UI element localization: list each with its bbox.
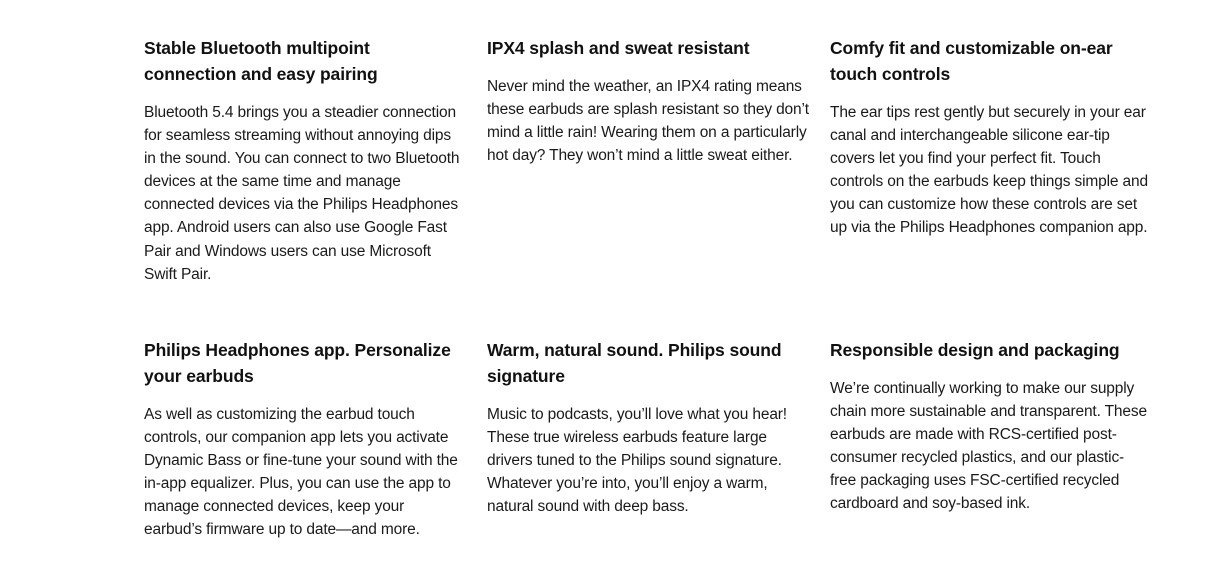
feature-title: Warm, natural sound. Philips sound signature <box>487 340 782 386</box>
feature-description: Music to podcasts, you’ll love what you hear! These true wireless earbuds feature large drivers tuned to the Philips sound signature. Whatever you’re into, you’ll enjoy a warm, natural sound with deep bass. <box>487 406 787 516</box>
feature-title: Stable Bluetooth multipoint connection and easy pairing <box>144 38 378 84</box>
feature-description: Never mind the weather, an IPX4 rating means these earbuds are splash resistant so they don’t mind a little rain! Wearing them on a particularly hot day? They won’t mind a little sweat either. <box>487 78 809 165</box>
feature-responsible-design <box>830 337 1148 516</box>
feature-description: We’re continually working to make our supply chain more sustainable and transparent. These earbuds are made with RCS-certified post-consumer recycled plastics, and our plastic-free packaging uses FSC-certified recycled cardboard and soy-based ink. <box>830 380 1147 513</box>
feature-comfy-fit <box>830 35 1148 240</box>
feature-splash-resistant <box>487 35 809 167</box>
feature-title: Philips Headphones app. Personalize your earbuds <box>144 340 451 386</box>
feature-natural-sound <box>487 337 809 518</box>
feature-title: Comfy fit and customizable on-ear touch controls <box>830 38 1113 84</box>
feature-description: The ear tips rest gently but securely in your ear canal and interchangeable silicone ear-tip covers let you find your perfect fit. Touch controls on the earbuds keep things simple and you can customize how these controls are set up via the Philips Headphones companion app. <box>830 104 1148 237</box>
feature-description: As well as customizing the earbud touch controls, our companion app lets you activate Dynamic Bass or fine-tune your sound with the in-app equalizer. Plus, you can use the app to manage connected devices, keep your earbud’s firmware up to date—and more. <box>144 406 458 539</box>
feature-title: Responsible design and packaging <box>830 340 1120 360</box>
feature-title: IPX4 splash and sweat resistant <box>487 38 750 58</box>
feature-multipoint-connection <box>144 35 466 286</box>
feature-companion-app <box>144 337 466 542</box>
feature-description: Bluetooth 5.4 brings you a steadier connection for seamless streaming without annoying dips in the sound. You can connect to two Bluetooth devices at the same time and manage connected devices via the Philips Headphones app. Android users can also use Google Fast Pair and Windows users can use Microsoft Swift Pair. <box>144 104 460 283</box>
